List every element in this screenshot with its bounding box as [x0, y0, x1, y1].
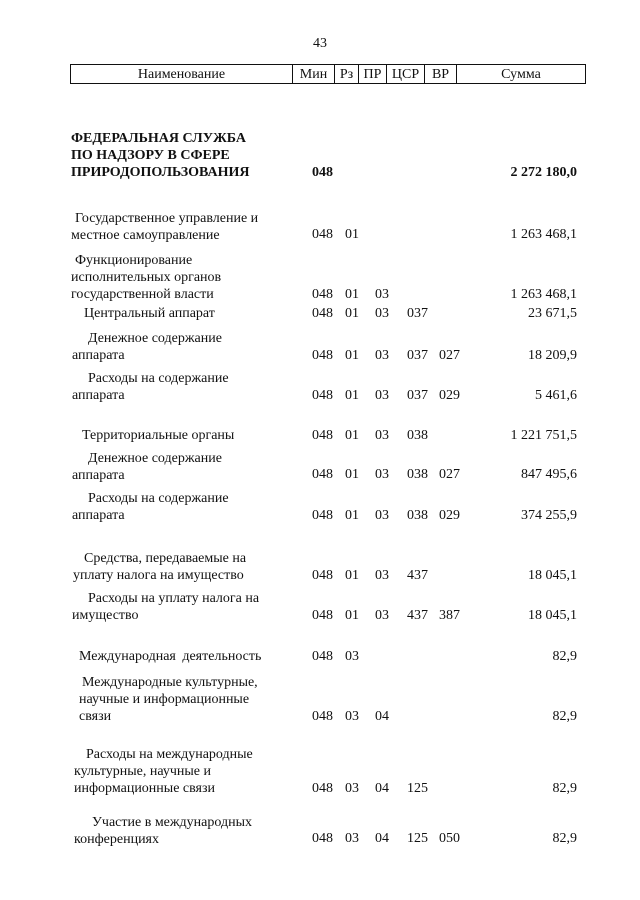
code-pr: 03	[375, 508, 389, 523]
row-name-line: Денежное содержание	[88, 331, 222, 346]
code-vr: 029	[439, 508, 460, 523]
row-name	[72, 590, 260, 624]
row-sum: 847 495,6	[521, 467, 577, 482]
code-min: 048	[312, 306, 333, 321]
row-name-line: Расходы на содержание	[88, 371, 229, 386]
code-csr: 437	[407, 568, 428, 583]
code-csr: 038	[407, 508, 428, 523]
code-rz: 01	[345, 568, 359, 583]
row-name-line: аппарата	[72, 508, 125, 523]
code-min: 048	[312, 388, 333, 403]
code-min: 048	[312, 287, 333, 302]
code-min: 048	[312, 508, 333, 523]
code-min: 048	[312, 649, 333, 664]
code-rz: 01	[345, 348, 359, 363]
row-name-line: Государственное управление и	[75, 211, 259, 226]
code-rz: 01	[345, 388, 359, 403]
code-min: 048	[312, 428, 333, 443]
row-name-line: информационные связи	[74, 781, 216, 796]
code-min: 048	[312, 709, 333, 724]
row-sum: 5 461,6	[535, 388, 577, 403]
row-name	[72, 490, 229, 524]
code-pr: 03	[375, 287, 389, 302]
row-name-line: Денежное содержание	[88, 451, 222, 466]
row-name-line: Расходы на международные	[86, 747, 253, 762]
row-name	[71, 210, 259, 244]
row-name	[72, 370, 229, 404]
code-min: 048	[312, 831, 333, 846]
row-name-line: аппарата	[72, 388, 125, 403]
header-name: Наименование	[71, 65, 293, 83]
code-pr: 03	[375, 428, 389, 443]
code-rz: 03	[345, 649, 359, 664]
code-rz: 01	[345, 467, 359, 482]
row-name-line: Территориальные органы	[82, 428, 235, 443]
table-header	[70, 64, 586, 84]
header-csr: ЦСР	[387, 65, 425, 83]
row-name	[73, 550, 247, 584]
row-name	[71, 252, 222, 303]
row-name-line: Международная деятельность	[79, 649, 262, 664]
row-name-line: Международные культурные,	[82, 675, 258, 690]
code-vr: 050	[439, 831, 460, 846]
code-vr: 027	[439, 348, 460, 363]
code-csr: 037	[407, 388, 428, 403]
row-sum: 18 045,1	[528, 608, 577, 623]
row-name-line: ПРИРОДОПОЛЬЗОВАНИЯ	[71, 165, 250, 180]
code-pr: 03	[375, 467, 389, 482]
row-sum: 23 671,5	[528, 306, 577, 321]
code-pr: 04	[375, 831, 389, 846]
row-name	[82, 427, 234, 444]
code-pr: 03	[375, 306, 389, 321]
row-sum: 82,9	[552, 781, 577, 796]
row-name-line: уплату налога на имущество	[73, 568, 244, 583]
row-name	[79, 648, 261, 665]
row-name	[79, 674, 258, 725]
row-name-line: государственной власти	[71, 287, 214, 302]
row-name-line: Расходы на содержание	[88, 491, 229, 506]
code-pr: 03	[375, 348, 389, 363]
row-sum: 2 272 180,0	[510, 165, 577, 180]
code-pr: 04	[375, 709, 389, 724]
row-sum: 18 045,1	[528, 568, 577, 583]
header-pr: ПР	[359, 65, 387, 83]
row-name	[74, 814, 253, 848]
code-min: 048	[312, 165, 333, 180]
row-name-line: Центральный аппарат	[84, 306, 215, 321]
page-number: 43	[313, 36, 327, 51]
row-name-line: Участие в международных	[92, 815, 253, 830]
row-name-line: имущество	[72, 608, 139, 623]
code-rz: 01	[345, 306, 359, 321]
code-rz: 03	[345, 781, 359, 796]
code-pr: 03	[375, 608, 389, 623]
code-min: 048	[312, 568, 333, 583]
code-csr: 437	[407, 608, 428, 623]
code-rz: 01	[345, 608, 359, 623]
row-name-line: ФЕДЕРАЛЬНАЯ СЛУЖБА	[71, 131, 246, 146]
row-name	[84, 305, 215, 322]
code-min: 048	[312, 467, 333, 482]
code-min: 048	[312, 227, 333, 242]
row-name-line: аппарата	[72, 348, 125, 363]
code-min: 048	[312, 781, 333, 796]
row-name-line: ПО НАДЗОРУ В СФЕРЕ	[71, 148, 230, 163]
code-pr: 03	[375, 568, 389, 583]
row-name-line: культурные, научные и	[74, 764, 212, 779]
code-rz: 03	[345, 831, 359, 846]
row-name-line: научные и информационные	[79, 692, 250, 707]
code-csr: 125	[407, 781, 428, 796]
row-name-line: конференциях	[74, 832, 159, 847]
code-pr: 03	[375, 388, 389, 403]
row-sum: 82,9	[552, 649, 577, 664]
code-vr: 027	[439, 467, 460, 482]
row-sum: 1 221 751,5	[510, 428, 577, 443]
row-name-line: аппарата	[72, 468, 125, 483]
row-name	[72, 450, 222, 484]
code-rz: 01	[345, 227, 359, 242]
code-rz: 01	[345, 508, 359, 523]
code-min: 048	[312, 348, 333, 363]
row-name	[72, 330, 222, 364]
header-vr: ВР	[425, 65, 457, 83]
row-name-line: Средства, передаваемые на	[84, 551, 247, 566]
row-name-line: местное самоуправление	[71, 228, 220, 243]
code-rz: 03	[345, 709, 359, 724]
code-rz: 01	[345, 428, 359, 443]
code-pr: 04	[375, 781, 389, 796]
row-sum: 18 209,9	[528, 348, 577, 363]
row-sum: 1 263 468,1	[510, 227, 577, 242]
code-csr: 038	[407, 428, 428, 443]
code-csr: 037	[407, 348, 428, 363]
code-vr: 029	[439, 388, 460, 403]
code-csr: 037	[407, 306, 428, 321]
header-rz: Рз	[335, 65, 359, 83]
row-name	[71, 130, 250, 181]
row-name-line: Функционирование	[75, 253, 193, 268]
header-sum: Сумма	[501, 67, 541, 82]
row-sum: 82,9	[552, 831, 577, 846]
row-sum: 1 263 468,1	[510, 287, 577, 302]
code-vr: 387	[439, 608, 460, 623]
row-name-line: связи	[79, 709, 112, 724]
row-sum: 374 255,9	[521, 508, 577, 523]
row-sum: 82,9	[552, 709, 577, 724]
code-csr: 038	[407, 467, 428, 482]
row-name-line: Расходы на уплату налога на	[88, 591, 260, 606]
header-min: Мин	[293, 65, 335, 83]
code-rz: 01	[345, 287, 359, 302]
code-csr: 125	[407, 831, 428, 846]
row-name-line: исполнительных органов	[71, 270, 222, 285]
code-min: 048	[312, 608, 333, 623]
row-name	[74, 746, 253, 797]
